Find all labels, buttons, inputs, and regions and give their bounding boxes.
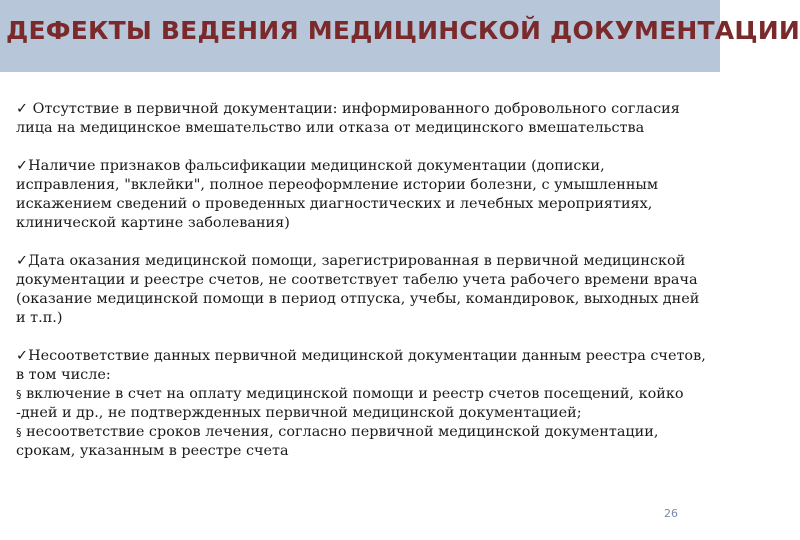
title-bar (0, 0, 800, 72)
sub-item-text: включение в счет на оплату медицинской помощи и реестр счетов посещений, койко -дней и др., не подтвержденных первичной медицинской документацией; (16, 386, 684, 421)
checkmark-icon: ✓ (16, 158, 29, 174)
square-bullet-icon: § (16, 388, 22, 401)
list-item-text: Дата оказания медицинской помощи, зарегистрированная в первичной медицинской документации и реестре счетов, не соответствует табелю учета рабочего времени врача (оказание медицинской помощи в период отпуска, учебы, командировок, выходных дней и т.п.) (16, 253, 700, 326)
list-item-falsification (16, 157, 712, 233)
page-number: 26 (664, 507, 678, 520)
list-item-registry-mismatch (16, 347, 712, 461)
list-item-consent (16, 100, 712, 138)
list-item-date-mismatch (16, 252, 712, 328)
sub-item-text: несоответствие сроков лечения, согласно первичной медицинской документации, срокам, указанным в реестре счета (16, 424, 659, 459)
list-item-text: Наличие признаков фальсификации медицинской документации (дописки, исправления, "вклейки", полное переоформление истории болезни, с умышленным искажением сведений о проведенных диагностических и лечебных мероприятиях, клинической картине заболевания) (16, 158, 659, 231)
list-item-text: Отсутствие в первичной документации: информированного добровольного согласия лица на медицинское вмешательство или отказа от медицинского вмешательства (16, 101, 680, 136)
checkmark-icon: ✓ (16, 253, 29, 269)
square-bullet-icon: § (16, 426, 22, 439)
checkmark-icon: ✓ (16, 348, 29, 364)
slide-content (16, 100, 712, 461)
slide-title: ДЕФЕКТЫ ВЕДЕНИЯ МЕДИЦИНСКОЙ ДОКУМЕНТАЦИИ (6, 16, 800, 45)
list-item-text: Несоответствие данных первичной медицинской документации данным реестра счетов, в том числе: (16, 348, 706, 383)
checkmark-icon: ✓ (16, 101, 29, 117)
